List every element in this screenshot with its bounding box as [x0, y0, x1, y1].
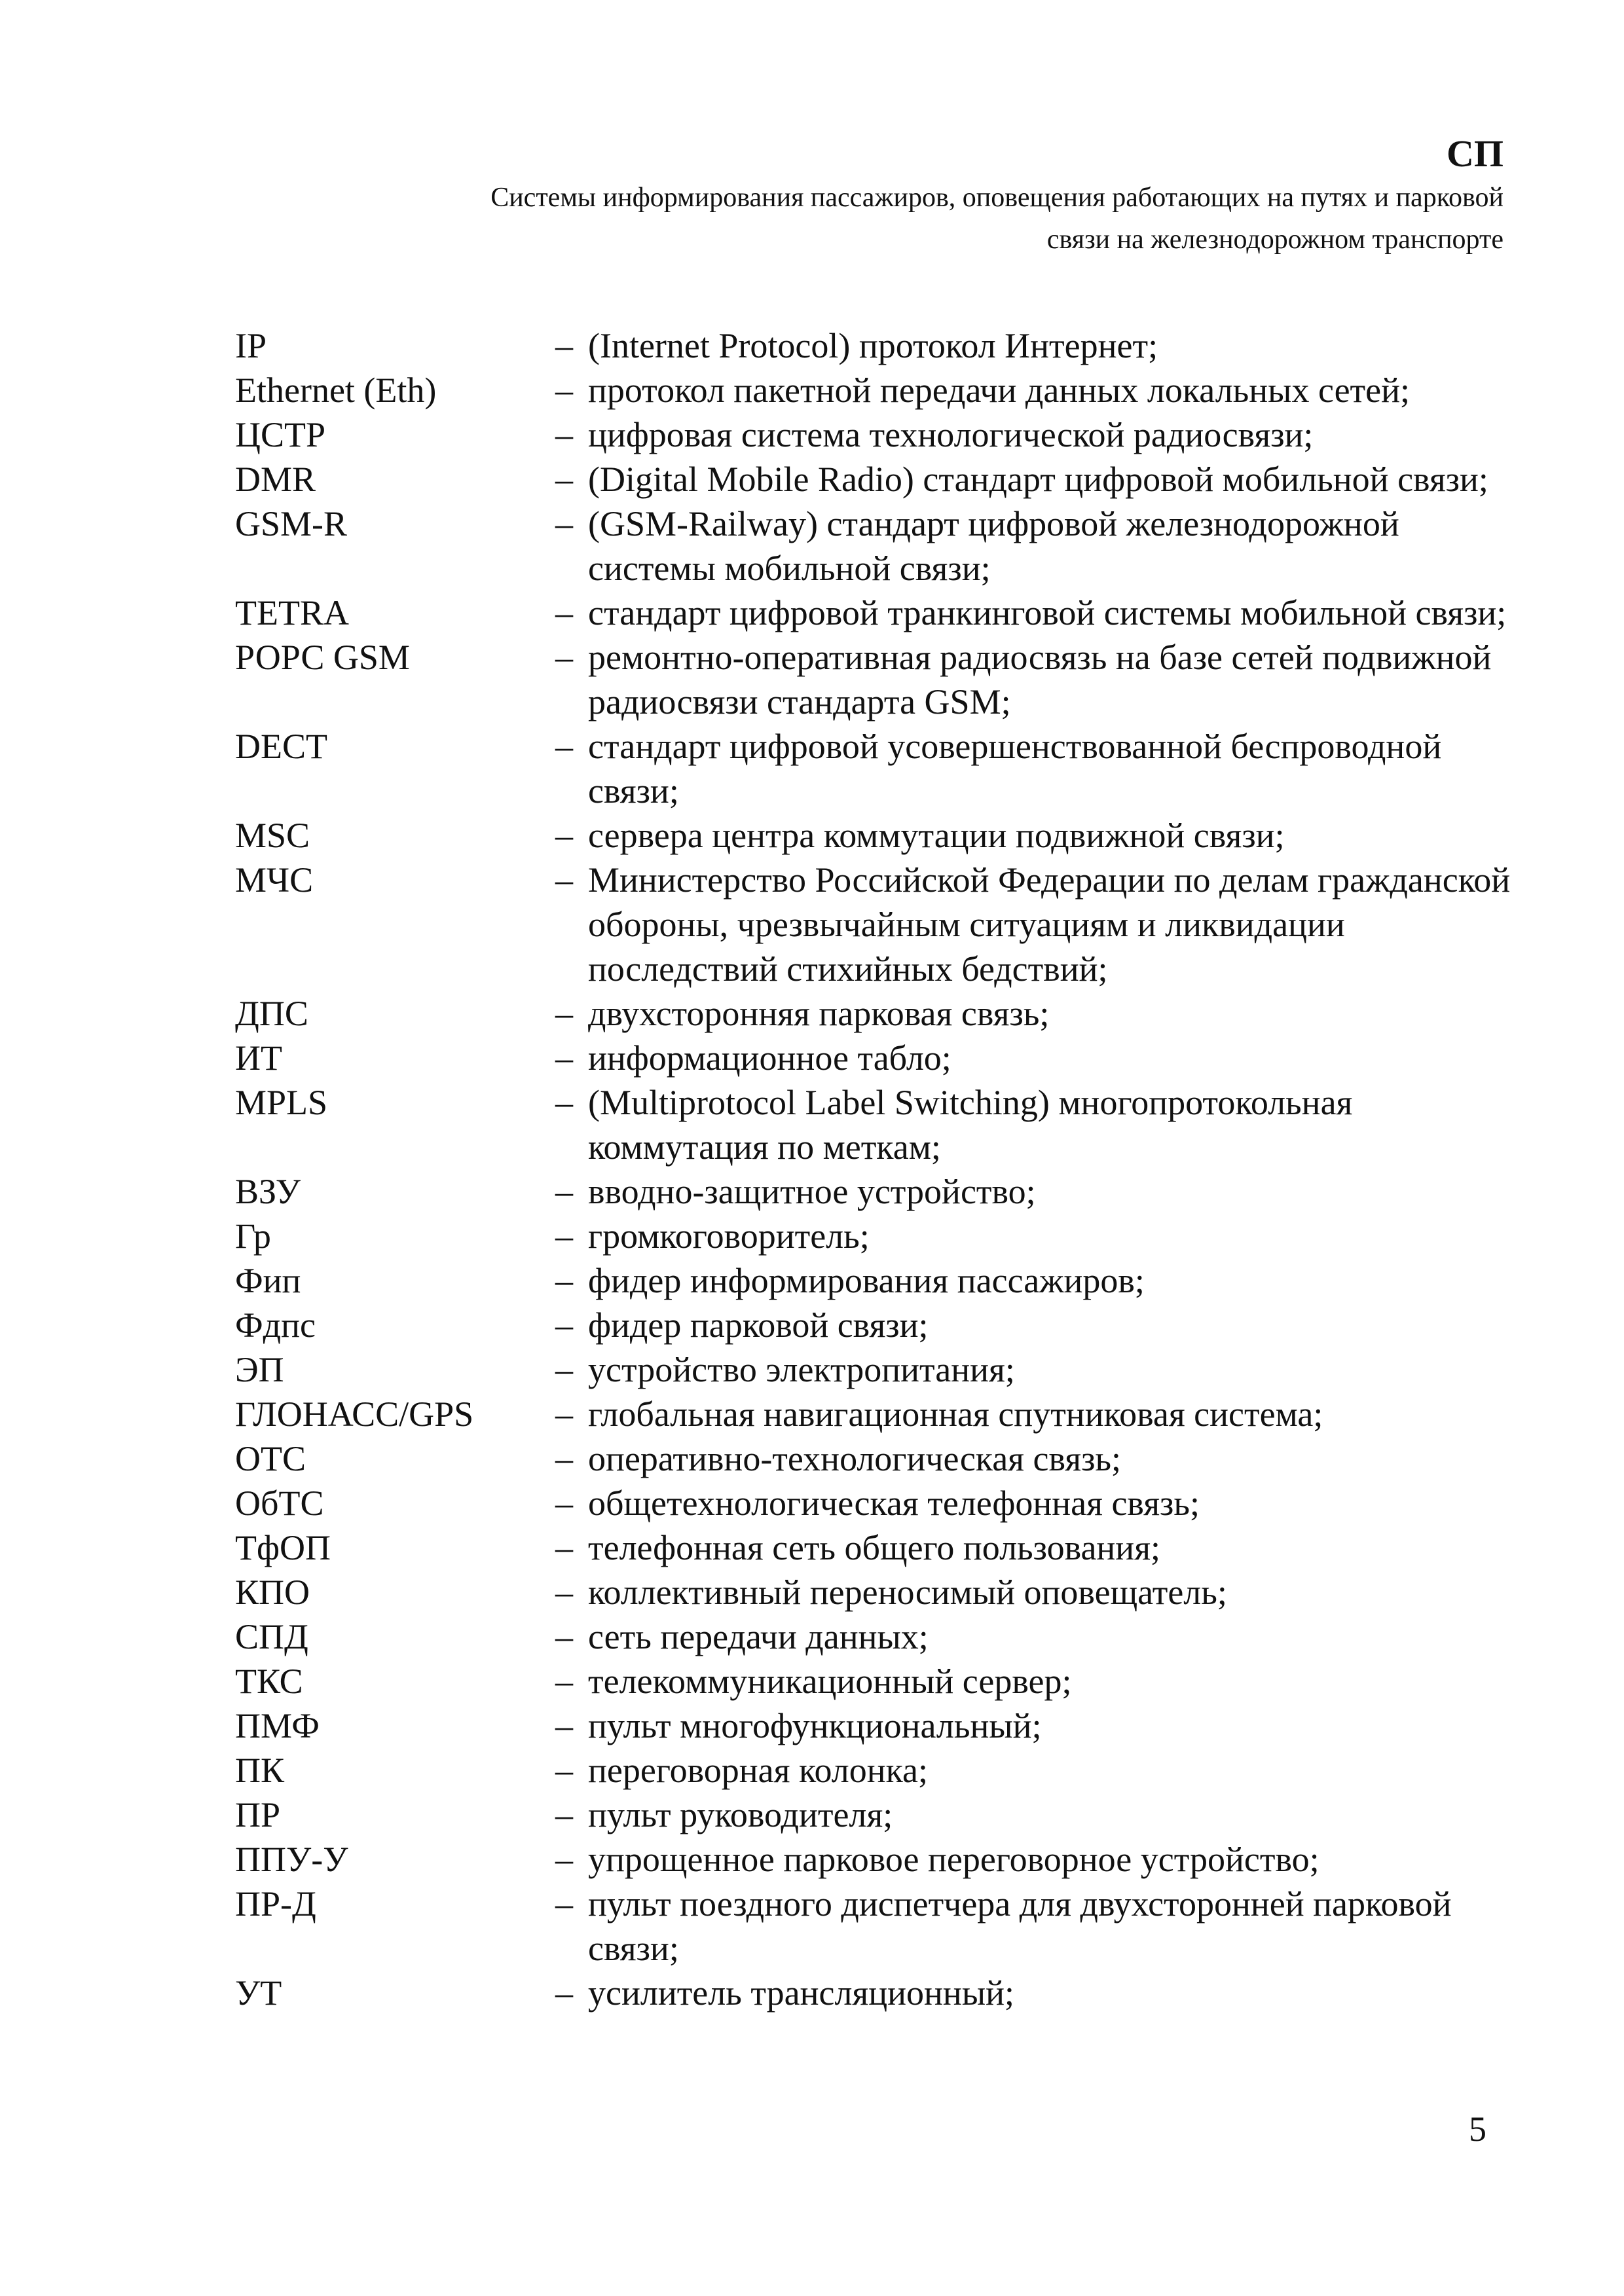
abbreviation-definition — [555, 457, 1532, 501]
abbreviation-definition — [555, 501, 1532, 591]
abbreviation-row — [235, 1347, 1532, 1392]
page-header — [63, 131, 1504, 261]
dash-separator: – — [555, 816, 573, 855]
definition-text: фидер информирования пассажиров; — [588, 1261, 1145, 1300]
abbreviation-definition — [555, 1570, 1532, 1614]
abbreviation-definition — [555, 1748, 1532, 1793]
abbreviation-row — [235, 724, 1532, 813]
abbreviation-term: ПР-Д — [235, 1884, 316, 1923]
dash-separator: – — [555, 1216, 573, 1256]
abbreviation-row — [235, 813, 1532, 858]
definition-text: коллективный переносимый оповещатель; — [588, 1573, 1227, 1612]
definition-text: (Internet Protocol) протокол Интернет; — [588, 326, 1158, 365]
dash-separator: – — [555, 1617, 573, 1656]
dash-separator: – — [555, 638, 573, 677]
abbreviation-row — [235, 1392, 1532, 1436]
abbreviation-row — [235, 635, 1532, 724]
abbreviation-row — [235, 1481, 1532, 1525]
definition-text: общетехнологическая телефонная связь; — [588, 1484, 1200, 1523]
definition-text: (Digital Mobile Radio) стандарт цифровой мобильной связи; — [588, 460, 1488, 499]
document-title-line-1: Системы информирования пассажиров, оповещения работающих на путях и парковой — [490, 183, 1504, 213]
abbreviation-row — [235, 1748, 1532, 1793]
abbreviation-row — [235, 991, 1532, 1036]
dash-separator: – — [555, 1884, 573, 1923]
definition-text: стандарт цифровой транкинговой системы мобильной связи; — [588, 593, 1507, 632]
definition-text: оперативно-технологическая связь; — [588, 1439, 1122, 1478]
abbreviation-definition — [555, 368, 1532, 412]
abbreviation-definition — [555, 1080, 1532, 1169]
abbreviation-row — [235, 412, 1532, 457]
abbreviation-term: ГЛОНАСС/GPS — [235, 1394, 474, 1434]
abbreviation-term: MSC — [235, 816, 310, 855]
abbreviation-term: УТ — [235, 1973, 282, 2013]
definition-text: стандарт цифровой усовершенствованной беспроводной связи; — [588, 727, 1442, 811]
dash-separator: – — [555, 460, 573, 499]
abbreviation-definition — [555, 1704, 1532, 1748]
definition-text: сеть передачи данных; — [588, 1617, 929, 1656]
abbreviation-term: МЧС — [235, 860, 314, 900]
definition-text: переговорная колонка; — [588, 1751, 928, 1790]
dash-separator: – — [555, 371, 573, 410]
abbreviation-term: ИТ — [235, 1038, 282, 1078]
dash-separator: – — [555, 1172, 573, 1211]
abbreviation-definition — [555, 1793, 1532, 1837]
abbreviation-term: ПМФ — [235, 1706, 320, 1745]
definition-text: (GSM-Railway) стандарт цифровой железнодорожной системы мобильной связи; — [588, 504, 1399, 588]
definition-text: информационное табло; — [588, 1038, 951, 1078]
definition-text: глобальная навигационная спутниковая система; — [588, 1394, 1323, 1434]
abbreviation-term: ЭП — [235, 1350, 284, 1389]
abbreviation-definition — [555, 724, 1532, 813]
abbreviation-term: РОРС GSM — [235, 638, 410, 677]
abbreviation-definition — [555, 858, 1532, 991]
abbreviation-term: ОбТС — [235, 1484, 324, 1523]
definition-text: сервера центра коммутации подвижной связи; — [588, 816, 1285, 855]
abbreviation-term: ППУ-У — [235, 1840, 348, 1879]
abbreviation-row — [235, 1214, 1532, 1258]
abbreviation-term: Гр — [235, 1216, 271, 1256]
abbreviation-row — [235, 1570, 1532, 1614]
abbreviation-row — [235, 1080, 1532, 1169]
abbreviation-definition — [555, 1392, 1532, 1436]
abbreviation-row — [235, 1258, 1532, 1303]
definition-text: фидер парковой связи; — [588, 1305, 929, 1345]
dash-separator: – — [555, 326, 573, 365]
abbreviation-definition — [555, 1214, 1532, 1258]
dash-separator: – — [555, 593, 573, 632]
abbreviation-definition — [555, 991, 1532, 1036]
dash-separator: – — [555, 1439, 573, 1478]
definition-text: пульт многофункциональный; — [588, 1706, 1042, 1745]
abbreviation-term: ПР — [235, 1795, 281, 1834]
abbreviation-term: СПД — [235, 1617, 308, 1656]
definition-text: двухсторонняя парковая связь; — [588, 994, 1050, 1033]
document-title-line-2: связи на железнодорожном транспорте — [1046, 225, 1504, 255]
dash-separator: – — [555, 1350, 573, 1389]
abbreviation-row — [235, 1704, 1532, 1748]
abbreviation-row — [235, 1169, 1532, 1214]
abbreviation-term: Фдпс — [235, 1305, 316, 1345]
dash-separator: – — [555, 1573, 573, 1612]
dash-separator: – — [555, 1795, 573, 1834]
dash-separator: – — [555, 1662, 573, 1701]
abbreviation-term: MPLS — [235, 1083, 328, 1122]
definition-text: громкоговоритель; — [588, 1216, 870, 1256]
dash-separator: – — [555, 1038, 573, 1078]
definition-text: телефонная сеть общего пользования; — [588, 1528, 1161, 1567]
abbreviation-row — [235, 1614, 1532, 1659]
abbreviation-term: ОТС — [235, 1439, 306, 1478]
dash-separator: – — [555, 727, 573, 766]
abbreviation-term: TETRA — [235, 593, 349, 632]
dash-separator: – — [555, 1840, 573, 1879]
definition-text: Министерство Российской Федерации по делам гражданской обороны, чрезвычайным ситуациям и ликвидации последствий стихийных бедствий; — [588, 860, 1511, 989]
dash-separator: – — [555, 1305, 573, 1345]
abbreviation-term: ПК — [235, 1751, 285, 1790]
dash-separator: – — [555, 860, 573, 900]
abbreviation-definition — [555, 591, 1532, 635]
abbreviation-definition — [555, 1882, 1532, 1971]
abbreviation-definition — [555, 1258, 1532, 1303]
abbreviation-row — [235, 1303, 1532, 1347]
abbreviation-definition — [555, 1481, 1532, 1525]
abbreviation-row — [235, 1837, 1532, 1882]
definition-text: (Multiprotocol Label Switching) многопротокольная коммутация по меткам; — [588, 1083, 1353, 1167]
abbreviation-term: КПО — [235, 1573, 310, 1612]
abbreviation-definition — [555, 1659, 1532, 1704]
abbreviation-definition — [555, 1169, 1532, 1214]
abbreviation-term: ДПС — [235, 994, 308, 1033]
abbreviation-row — [235, 368, 1532, 412]
abbreviation-definition — [555, 1303, 1532, 1347]
abbreviation-row — [235, 501, 1532, 591]
dash-separator: – — [555, 1528, 573, 1567]
definition-text: вводно-защитное устройство; — [588, 1172, 1036, 1211]
dash-separator: – — [555, 994, 573, 1033]
definition-text: устройство электропитания; — [588, 1350, 1015, 1389]
abbreviation-term: IP — [235, 326, 267, 365]
dash-separator: – — [555, 1083, 573, 1122]
abbreviation-term: Ethernet (Eth) — [235, 371, 437, 410]
abbreviation-row — [235, 323, 1532, 368]
dash-separator: – — [555, 1751, 573, 1790]
dash-separator: – — [555, 1484, 573, 1523]
abbreviation-row — [235, 1525, 1532, 1570]
abbreviation-definition — [555, 412, 1532, 457]
definition-text: цифровая система технологической радиосвязи; — [588, 415, 1314, 454]
abbreviation-row — [235, 858, 1532, 991]
abbreviation-term: ВЗУ — [235, 1172, 301, 1211]
abbreviation-definition — [555, 1525, 1532, 1570]
dash-separator: – — [555, 1261, 573, 1300]
dash-separator: – — [555, 1394, 573, 1434]
abbreviation-definition — [555, 323, 1532, 368]
definition-text: усилитель трансляционный; — [588, 1973, 1015, 2013]
abbreviation-term: GSM-R — [235, 504, 348, 543]
dash-separator: – — [555, 1973, 573, 2013]
definition-text: ремонтно-оперативная радиосвязь на базе сетей подвижной радиосвязи стандарта GSM; — [588, 638, 1492, 721]
abbreviation-term: Фип — [235, 1261, 301, 1300]
abbreviation-row — [235, 1659, 1532, 1704]
dash-separator: – — [555, 415, 573, 454]
abbreviation-definition — [555, 1837, 1532, 1882]
abbreviation-row — [235, 1971, 1532, 2015]
abbreviation-row — [235, 457, 1532, 501]
abbreviation-term: ЦСТР — [235, 415, 326, 454]
abbreviation-term: DECT — [235, 727, 327, 766]
abbreviation-row — [235, 591, 1532, 635]
abbreviation-definition — [555, 1347, 1532, 1392]
definition-text: пульт поездного диспетчера для двухсторонней парковой связи; — [588, 1884, 1452, 1968]
abbreviation-row — [235, 1793, 1532, 1837]
definition-text: телекоммуникационный сервер; — [588, 1662, 1072, 1701]
abbreviation-row — [235, 1436, 1532, 1481]
abbreviation-list — [235, 323, 1532, 2015]
abbreviation-definition — [555, 1036, 1532, 1080]
definition-text: протокол пакетной передачи данных локальных сетей; — [588, 371, 1411, 410]
abbreviation-term: DMR — [235, 460, 316, 499]
abbreviation-term: ТКС — [235, 1662, 303, 1701]
abbreviation-definition — [555, 1614, 1532, 1659]
document-code: СП — [1447, 132, 1504, 175]
abbreviation-term: ТфОП — [235, 1528, 331, 1567]
page-number: 5 — [1469, 2109, 1486, 2149]
abbreviation-definition — [555, 813, 1532, 858]
definition-text: упрощенное парковое переговорное устройство; — [588, 1840, 1320, 1879]
abbreviation-definition — [555, 635, 1532, 724]
abbreviation-definition — [555, 1436, 1532, 1481]
abbreviation-definition — [555, 1971, 1532, 2015]
abbreviation-row — [235, 1036, 1532, 1080]
dash-separator: – — [555, 504, 573, 543]
dash-separator: – — [555, 1706, 573, 1745]
definition-text: пульт руководителя; — [588, 1795, 893, 1834]
abbreviation-row — [235, 1882, 1532, 1971]
